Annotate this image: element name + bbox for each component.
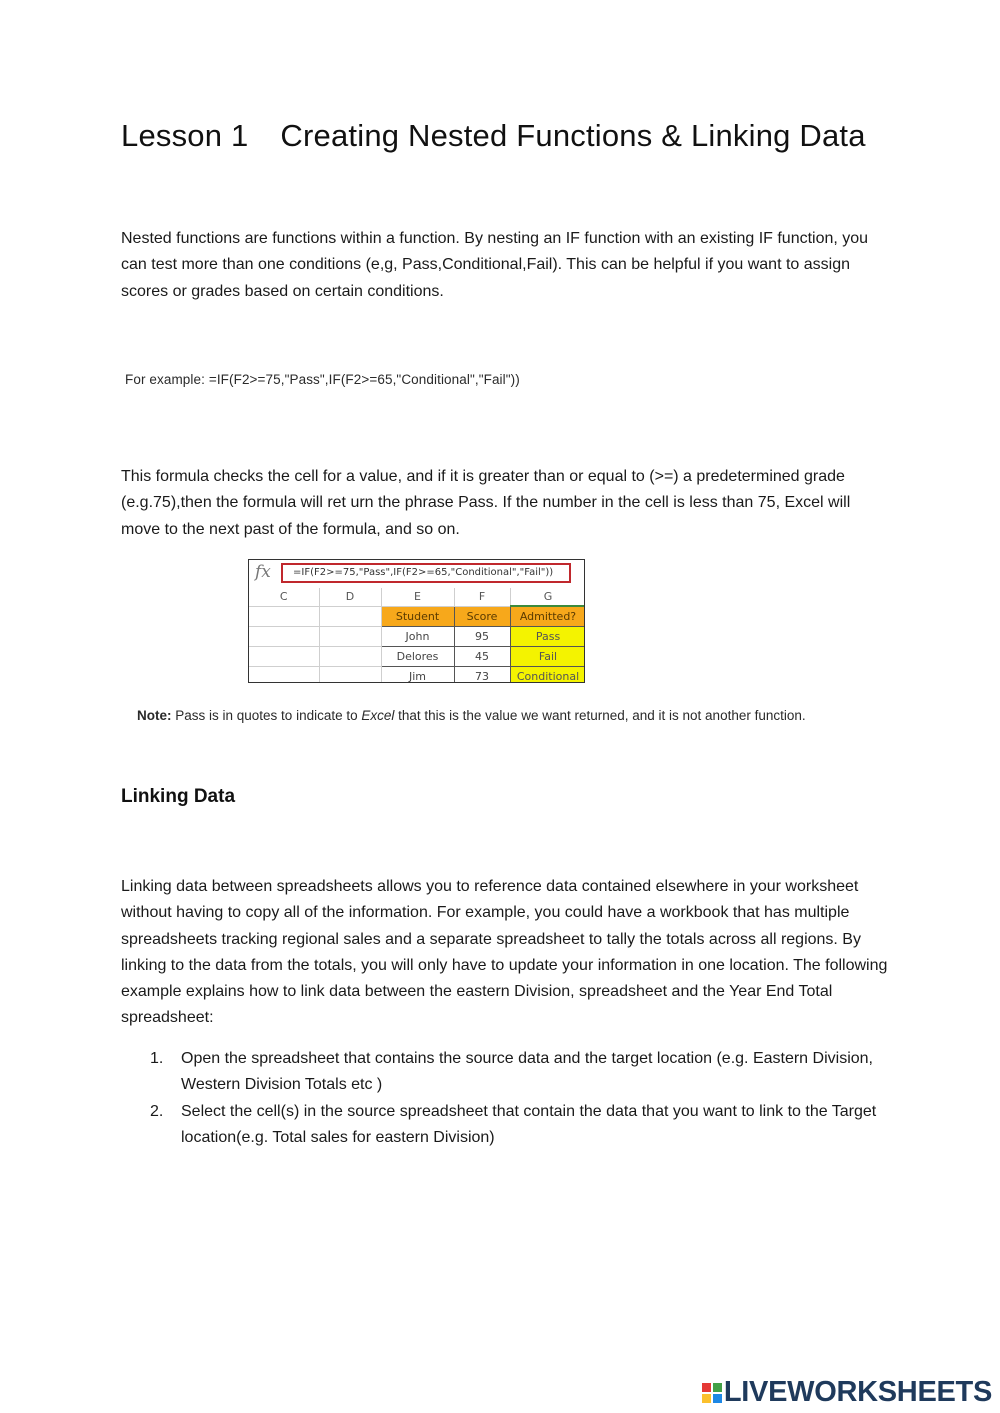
fx-icon: fx <box>255 562 271 582</box>
step-number: 1. <box>150 1050 164 1067</box>
spreadsheet-screenshot <box>248 559 585 683</box>
column-header: C <box>249 588 319 606</box>
step-text: Open the spreadsheet that contains the source data and the target location (e.g. Eastern Division, Western Division Totals etc ) <box>181 1050 873 1094</box>
score-cell: 45 <box>454 647 510 667</box>
formula-box: =IF(F2>=75,"Pass",IF(F2>=65,"Conditional","Fail")) <box>281 563 571 583</box>
score-cell: 73 <box>454 667 510 684</box>
header-admitted: Admitted? <box>510 606 585 627</box>
linking-paragraph: Linking data between spreadsheets allows you to reference data contained elsewhere in your worksheet without having to copy all of the information. For example, you could have a workbook that has multiple spreadsheets tracking regional sales and a separate spreadsheet to tally the totals across all regions. By linking to the data from the totals, you will only have to update your information in one location. The following example explains how to link data between the eastern Division, spreadsheet and the Year End Total spreadsheet: <box>121 878 888 1027</box>
liveworksheets-logo-icon <box>702 1383 722 1403</box>
watermark-text: LIVEWORKSHEETS <box>723 1376 992 1408</box>
formula-bar <box>249 560 584 589</box>
note-text: Note: Pass is in quotes to indicate to Excel that this is the value we want returned, and it is not another function. <box>137 708 806 723</box>
table-row <box>249 647 585 667</box>
student-cell: John <box>381 627 454 647</box>
lesson-title: Creating Nested Functions & Linking Data <box>280 118 866 153</box>
score-cell: 95 <box>454 627 510 647</box>
note-label: Note: <box>137 708 172 723</box>
list-item <box>150 1046 890 1099</box>
explanation-paragraph: This formula checks the cell for a value, and if it is greater than or equal to (>=) a predetermined grade (e.g.75),then the formula will ret urn the phrase Pass. If the number in the cell is less than 75, Excel will move to the next past of the formula, and so on. <box>121 468 851 538</box>
example-formula: For example: =IF(F2>=75,"Pass",IF(F2>=65,"Conditional","Fail")) <box>125 372 520 387</box>
steps-list <box>150 1046 890 1151</box>
page-title <box>121 118 866 154</box>
excel-emphasis: Excel <box>361 708 395 723</box>
header-student: Student <box>381 606 454 627</box>
header-score: Score <box>454 606 510 627</box>
section-heading-linking-data: Linking Data <box>121 786 236 807</box>
lesson-number: Lesson 1 <box>121 118 249 153</box>
table-row <box>249 606 585 627</box>
student-cell: Delores <box>381 647 454 667</box>
column-header: D <box>319 588 381 606</box>
spreadsheet-grid <box>249 588 585 683</box>
admitted-cell: Pass <box>510 627 585 647</box>
step-number: 2. <box>150 1102 164 1120</box>
admitted-cell: Fail <box>510 647 585 667</box>
step-text: Select the cell(s) in the source spreadsheet that contain the data that you want to link to the Target location(e.g. Total sales for eastern Division) <box>181 1102 877 1146</box>
table-row <box>249 667 585 684</box>
admitted-cell: Conditional <box>510 667 585 684</box>
column-header: E <box>381 588 454 606</box>
column-header: F <box>454 588 510 606</box>
table-row <box>249 627 585 647</box>
liveworksheets-watermark <box>702 1376 992 1409</box>
student-cell: Jim <box>381 667 454 684</box>
intro-paragraph: Nested functions are functions within a function. By nesting an IF function with an existing IF function, you can test more than one conditions (e,g, Pass,Conditional,Fail). This can be helpful if you want to assign scores or grades based on certain conditions. <box>121 230 869 300</box>
list-item <box>150 1099 890 1152</box>
column-header-row <box>249 588 585 606</box>
column-header: G <box>510 588 585 606</box>
